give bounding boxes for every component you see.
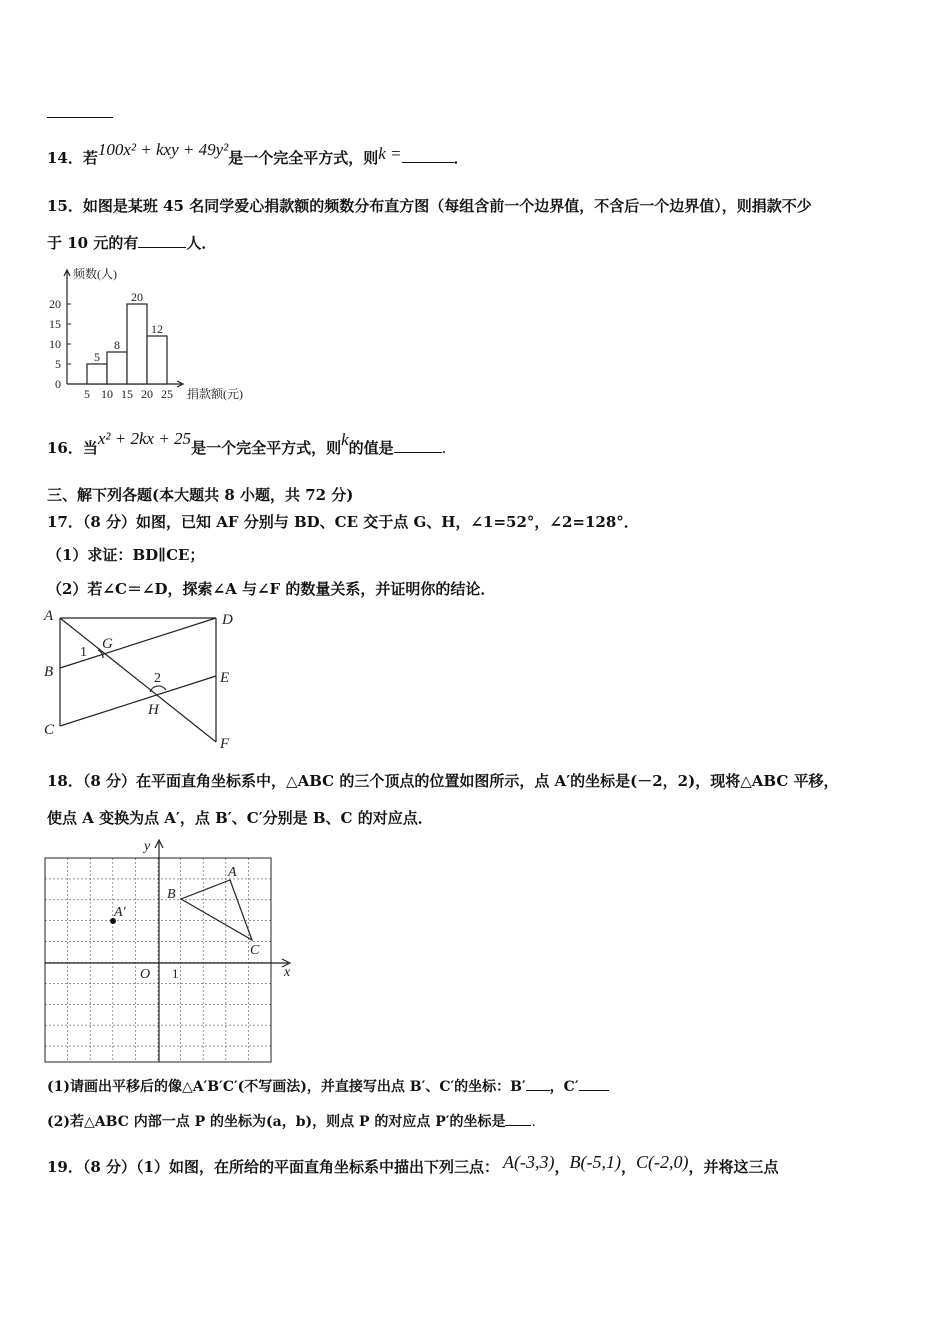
q18-sub2-text: (2)若△ABC 内部一点 P 的坐标为(a，b)，则点 P 的对应点 P′的坐标是 — [47, 1114, 506, 1130]
q19-line-1 — [47, 1152, 779, 1177]
histogram-bar — [147, 336, 167, 384]
q14-answer-blank[interactable] — [402, 148, 454, 163]
section-3-heading: 三、解下列各题(本大题共 8 小题，共 72 分) — [47, 486, 354, 504]
q18-sub2-dot: . — [531, 1114, 536, 1130]
tick-label-1: 1 — [172, 966, 179, 981]
y-tick-label: 5 — [55, 357, 61, 371]
q14-expression: 100x² + kxy + 49y² — [97, 140, 229, 159]
q19-comma-2: ， — [620, 1158, 636, 1176]
x-tick-label: 5 — [84, 387, 90, 401]
q14-number: 14．若 — [47, 149, 98, 167]
q16-text-end: 的值是 — [348, 439, 394, 457]
grid-lines — [45, 858, 271, 1062]
x-axis-label: 捐款额(元) — [187, 387, 243, 401]
y-tick-label: 10 — [49, 337, 61, 351]
q16-dot: . — [441, 439, 447, 457]
axis-label-y: y — [144, 839, 151, 854]
q19-point-C: C(-2,0) — [635, 1152, 689, 1172]
label-F: F — [220, 736, 230, 752]
q17-sub-2: （2）若∠C＝∠D，探索∠A 与∠F 的数量关系，并证明你的结论． — [47, 580, 496, 598]
q14-variable: k = — [378, 144, 402, 163]
q19-text-end: ，并将这三点 — [688, 1158, 779, 1176]
bar-value-label: 5 — [94, 350, 100, 364]
label-D: D — [222, 612, 233, 628]
q18-sub-2 — [47, 1111, 536, 1132]
triangle-ABC — [181, 880, 252, 940]
q19-text: 19．（8 分）（1）如图，在所给的平面直角坐标系中描出下列三点： — [47, 1158, 499, 1176]
x-tick-label: 20 — [141, 387, 153, 401]
label-angle-1: 1 — [80, 645, 87, 660]
top-rule — [47, 117, 113, 118]
y-tick-label: 0 — [55, 377, 61, 391]
origin-label: O — [140, 967, 151, 982]
q16-answer-blank[interactable] — [394, 438, 442, 453]
histogram-bar — [127, 304, 147, 384]
label-H: H — [148, 702, 159, 718]
x-tick-label: 15 — [121, 387, 133, 401]
histogram-chart — [45, 262, 265, 410]
histogram-bars — [87, 304, 167, 384]
label-G: G — [102, 636, 113, 652]
q17-geometry-figure — [40, 604, 250, 754]
histogram-bar — [107, 352, 127, 384]
vertex-label-A: A — [228, 865, 237, 880]
vertex-label-C: C — [250, 943, 260, 958]
q15-text-b: 人． — [186, 234, 217, 252]
q18-sub1-text-c: ，C′ — [549, 1079, 579, 1095]
label-angle-2: 2 — [154, 671, 161, 686]
label-B: B — [44, 664, 54, 680]
label-A: A — [44, 608, 54, 624]
q16-variable: k — [341, 430, 349, 449]
q19-point-B: B(-5,1) — [569, 1152, 621, 1172]
y-tick-label: 15 — [49, 317, 61, 331]
q16-expression: x² + 2kx + 25 — [97, 429, 192, 448]
label-A-prime: A′ — [114, 905, 126, 920]
q18-sub-1 — [47, 1076, 609, 1097]
q18-sub1-text: (1)请画出平移后的像△A′B′C′(不写画法)，并直接写出点 B′、C′的坐标：B′ — [47, 1079, 526, 1095]
question-14 — [47, 140, 469, 168]
label-C: C — [44, 722, 55, 738]
x-tick-label: 25 — [161, 387, 173, 401]
q16-number: 16．当 — [47, 439, 98, 457]
q15-text-a: 于 10 元的有 — [47, 234, 139, 252]
label-E: E — [220, 670, 230, 686]
histogram-bar — [87, 364, 107, 384]
axis-label-x: x — [284, 965, 291, 980]
q18-P-prime-blank[interactable] — [505, 1111, 531, 1126]
y-axis-label: 频数(人) — [73, 267, 117, 281]
bar-value-label: 20 — [131, 290, 143, 304]
line-CE — [60, 676, 216, 726]
bar-value-label: 8 — [114, 338, 120, 352]
q17-sub-1: （1）求证：BD∥CE； — [47, 546, 205, 564]
bar-value-label: 12 — [151, 322, 163, 336]
q18-coordinate-grid — [44, 838, 300, 1066]
q16-text: 是一个完全平方式，则 — [191, 439, 342, 457]
q18-line-1: 18．（8 分）在平面直角坐标系中，△ABC 的三个顶点的位置如图所示，点 A′的坐标是(－2，2)，现将△ABC 平移， — [47, 772, 839, 790]
line-BD — [60, 618, 216, 668]
q19-comma-1: ， — [554, 1158, 570, 1176]
line-AF — [60, 618, 216, 742]
q15-line-2 — [47, 233, 216, 253]
q18-C-prime-blank[interactable] — [579, 1076, 609, 1091]
q15-answer-blank[interactable] — [138, 233, 186, 248]
x-tick-label: 10 — [101, 387, 113, 401]
q17-line-1: 17．（8 分）如图，已知 AF 分别与 BD、CE 交于点 G、H，∠1=52°，∠2=128°． — [47, 513, 639, 531]
q15-line-1: 15．如图是某班 45 名同学爱心捐款额的频数分布直方图（每组含前一个边界值，不含后一个边界值），则捐款不少 — [47, 197, 812, 215]
vertex-label-B: B — [167, 887, 176, 902]
question-16 — [47, 429, 447, 458]
q14-end: ． — [453, 149, 469, 167]
q18-line-2: 使点 A 变换为点 A′，点 B′、C′分别是 B、C 的对应点． — [47, 809, 433, 827]
y-tick-label: 20 — [49, 297, 61, 311]
q19-point-A: A(-3,3) — [502, 1152, 555, 1172]
q14-text: 是一个完全平方式，则 — [228, 149, 379, 167]
q18-B-prime-blank[interactable] — [526, 1076, 550, 1091]
